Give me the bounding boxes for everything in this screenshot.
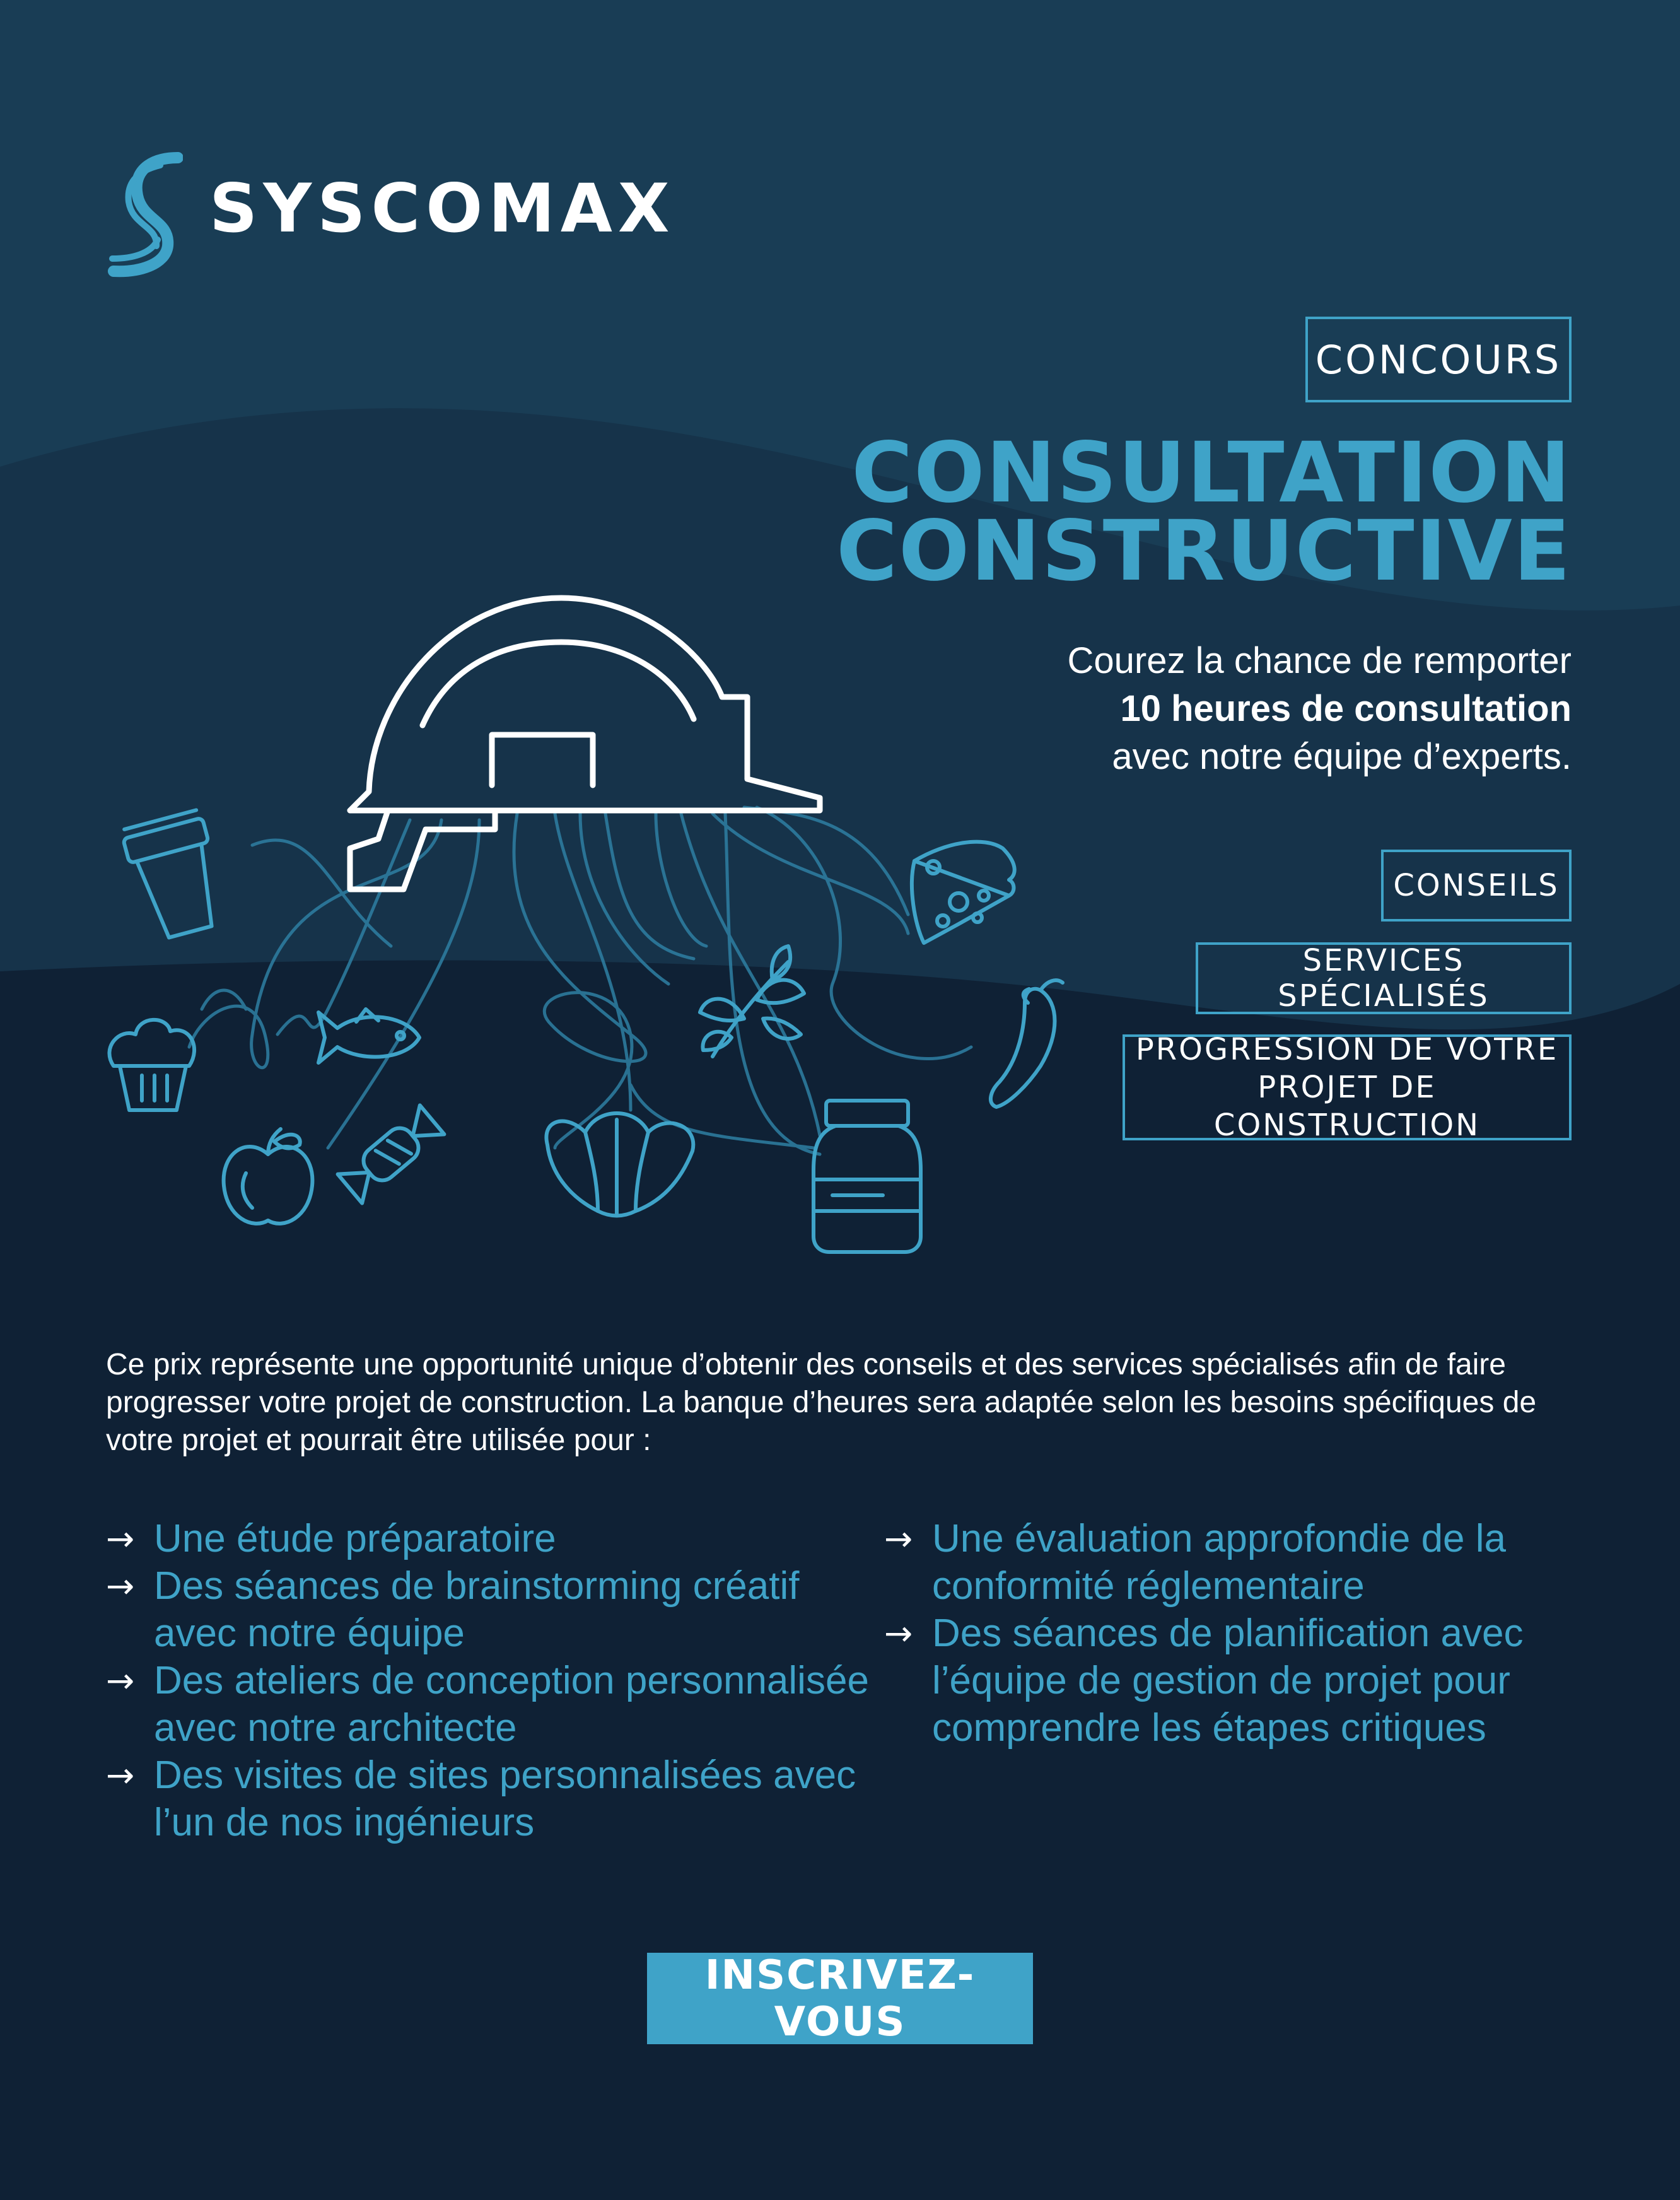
page-title — [836, 424, 1572, 600]
feature-tag-conseils: CONSEILS — [1381, 850, 1572, 922]
brand-logo — [107, 151, 675, 278]
list-item: → Des séances de planification avec l’équipe de gestion de projet pour comprendre les étapes critiques — [884, 1610, 1654, 1752]
hard-hat-illustration — [95, 587, 1078, 1268]
croissant-icon — [546, 1113, 693, 1216]
syscomax-s-logo-icon — [107, 151, 183, 278]
chili-pepper-icon — [991, 980, 1063, 1107]
list-item: → Des visites de sites personnalisées avec l’un de nos ingénieurs — [106, 1752, 875, 1846]
lead-highlight: 10 heures de consultation — [1120, 688, 1572, 729]
lead-text — [1067, 637, 1572, 781]
fish-icon — [318, 1009, 419, 1063]
arrow-right-icon: → — [884, 1613, 913, 1653]
list-item: → Une évaluation approfondie de la conformité réglementaire — [884, 1515, 1654, 1610]
feature-progression-line-2: PROJET DE CONSTRUCTION — [1213, 1070, 1481, 1143]
list-item: → Des séances de brainstorming créatif avec notre équipe — [106, 1562, 875, 1657]
arrow-right-icon: → — [106, 1566, 135, 1606]
candy-icon — [338, 1105, 445, 1203]
cup-icon — [120, 809, 230, 942]
leaf-branch-icon — [700, 946, 804, 1056]
arrow-right-icon: → — [106, 1755, 135, 1795]
cheese-icon — [912, 842, 1015, 943]
arrow-right-icon: → — [106, 1661, 135, 1700]
title-line-2: CONSTRUCTIVE — [836, 503, 1572, 600]
benefits-list-left — [106, 1515, 875, 1846]
feature-tag-progression — [1123, 1032, 1572, 1143]
contest-tag: CONCOURS — [1305, 317, 1572, 402]
benefits-list-right — [884, 1515, 1654, 1752]
arrow-right-icon: → — [106, 1519, 135, 1559]
title-line-1: CONSULTATION — [851, 424, 1572, 522]
cupcake-icon — [109, 1020, 194, 1110]
lead-line-3: avec notre équipe d’experts. — [1112, 736, 1572, 777]
brand-name: SYSCOMAX — [209, 170, 675, 247]
list-item: → Des ateliers de conception personnalisée avec notre architecte — [106, 1657, 875, 1752]
apple-icon — [224, 1129, 313, 1224]
arrow-right-icon: → — [884, 1519, 913, 1559]
feature-tag-services: SERVICES SPÉCIALISÉS — [1196, 942, 1572, 1014]
lead-line-1: Courez la chance de remporter — [1067, 640, 1572, 681]
hard-hat-icon — [350, 598, 820, 889]
description-text: Ce prix représente une opportunité unique d’obtenir des conseils et des services spécialisés afin de faire progresser votre projet de construction. La banque d’heures sera adaptée selon les besoins spécifiques de votre projet et pourrait être utilisée pour : — [106, 1348, 1537, 1457]
list-item: → Une étude préparatoire — [106, 1515, 875, 1562]
register-button[interactable]: INSCRIVEZ-VOUS — [647, 1953, 1033, 2044]
jar-icon — [814, 1101, 921, 1252]
feature-progression-line-1: PROGRESSION DE VOTRE — [1135, 1032, 1559, 1067]
